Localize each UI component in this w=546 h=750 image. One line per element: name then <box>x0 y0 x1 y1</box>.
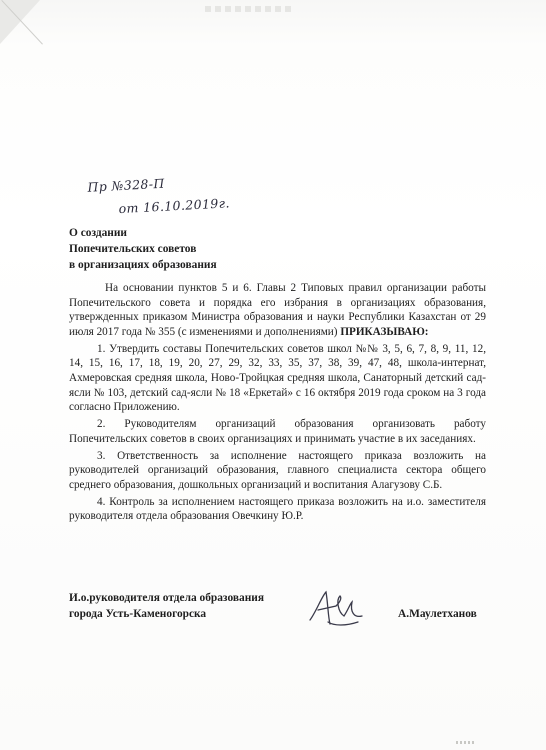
order-item-4: 4. Контроль за исполнением настоящего приказа возложить на и.о. заместителя руководителя отдела образования Овечкину Ю.Р. <box>69 495 486 523</box>
subject-line: О создании <box>69 227 127 239</box>
scan-edge-mark <box>456 741 474 744</box>
order-subject <box>69 225 217 273</box>
preamble-paragraph <box>69 281 486 339</box>
registration-date: от 16.10.2019г. <box>118 195 231 217</box>
order-item-2: 2. Руководителям организаций образования организовать работу Попечительских советов в своих организациях и принимать участие в их заседаниях. <box>69 418 486 445</box>
subject-line: Попечительских советов <box>69 243 197 255</box>
order-body <box>69 281 486 526</box>
subject-line: в организациях образования <box>69 259 217 271</box>
signatory-title-line: города Усть-Каменогорска <box>69 608 207 620</box>
signatory-title-line: И.о.руководителя отдела образования <box>69 592 264 604</box>
signatory-name: А.Маулетханов <box>398 608 477 620</box>
registration-handwritten <box>87 172 230 217</box>
scan-bleed-mark <box>205 6 295 12</box>
registration-number: Пр №328-П <box>87 175 166 195</box>
preamble-text: На основании пунктов 5 и 6. Главы 2 Типовых правил организации работы Попечительского совета и порядка его избрания в организациях образования, утвержденных приказом Министра образования и науки Республики Казахстан от 29 июля 2017 года № 355 (с изменениями и дополнениями) <box>69 282 486 338</box>
order-item-1: 1. Утвердить составы Попечительских советов школ №№ 3, 5, 6, 7, 8, 9, 11, 12, 14, 15, 16, 17, 18, 19, 20, 27, 29, 32, 33, 35, 37, 38, 39, 47, 48, школа-интернат, Ахмеровская средняя школа, Ново-Тройцкая средняя школа, Санаторный детский сад-ясли № 103, детский сад-ясли № 18 «Еркетай» с 16 октября 2019 года сроком на 3 года согласно Приложению. <box>69 342 486 414</box>
order-item-3: 3. Ответственность за исполнение настоящего приказа возложить на руководителей организаций образования, главного специалиста сектора общего среднего образования, дошкольных организаций и воспитания Алагузову С.Б. <box>69 449 486 491</box>
handwritten-signature <box>306 586 368 630</box>
order-word: ПРИКАЗЫВАЮ: <box>340 325 429 338</box>
signatory-title <box>69 590 264 622</box>
